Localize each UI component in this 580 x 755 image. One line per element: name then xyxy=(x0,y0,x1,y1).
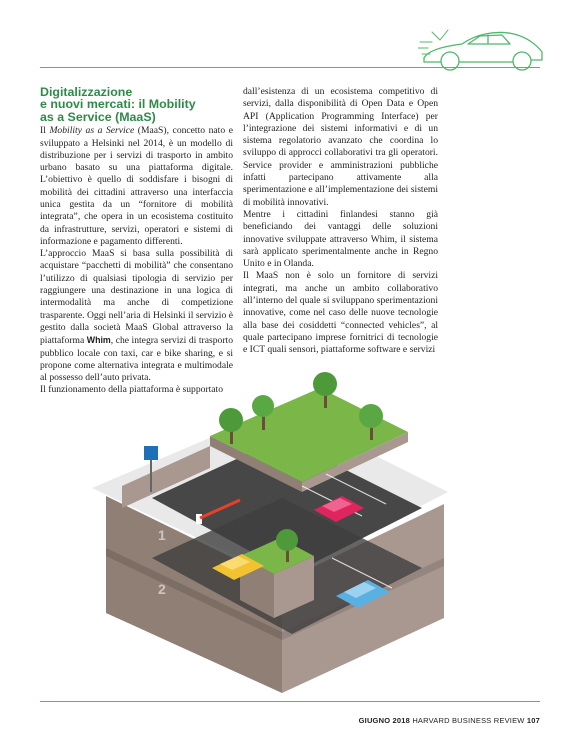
level-label: 1 xyxy=(158,527,166,543)
text-run: (MaaS), concetto nato e sviluppato a Helsinki nel 2014, è un modello di distribuzione per i servizi di trasporto in ambito urbano basato su una piattaforma digitale. L’obiettivo è quello di soddisfare i bisogni di mobilità dei cittadini attraverso una interfaccia unica gestita da un “fornitore di mobilità integrata”, che opera in un ecosistema costituito da infrastrutture, servizi, operatori e sistemi di informazione e pagamento differenti. xyxy=(40,125,233,247)
text-run: L’approccio MaaS si basa sulla possibilità di acquistare “pacchetti di mobilità” che consentano l’utilizzo di qualsiasi tipologia di servizio per raggiungere una destinazione in una logica di intermodalità ma anche di competizione trasparente. Oggi nell’aria di Helsinki il servizio è gestito dalla società MaaS Global attraverso la piattaforma xyxy=(40,248,233,347)
paragraph xyxy=(40,125,233,248)
article-column-right xyxy=(243,86,438,357)
bold-term: Whim xyxy=(86,335,111,346)
paragraph: Il MaaS non è solo un fornitore di servizi integrati, ma anche un ambito collaborativo all’interno del quale si sviluppano sperimentazioni innovative, come nel caso delle nuove tecnologie alla base dei cosiddetti “connected vehicles”, al quale partecipano imprese fornitrici di tecnologie e ICT quali sensori, piattaforme software e servizi xyxy=(243,270,438,356)
paragraph: Il funzionamento della piattaforma è supportato xyxy=(40,384,224,396)
footer-date: GIUGNO 2018 xyxy=(358,716,411,725)
sports-car-outline-icon xyxy=(418,20,548,75)
level-label: 2 xyxy=(158,581,166,597)
heading-line: Digitalizzazione xyxy=(40,85,133,99)
article-column-left xyxy=(40,86,233,397)
article-heading xyxy=(40,86,233,123)
italic-term: Mobility as a Service xyxy=(49,125,135,137)
page-footer xyxy=(359,716,540,725)
heading-line: as a Service (MaaS) xyxy=(40,109,156,124)
footer-magazine: HARVARD BUSINESS REVIEW xyxy=(412,716,525,725)
heading-line: e nuovi mercati: il Mobility xyxy=(40,97,196,112)
paragraph: Mentre i cittadini finlandesi stanno già beneficiando dei vantaggi delle soluzioni innovative sviluppate attraverso Whim, il sistema sarà applicato sperimentalmente anche in Regno Unito e in Olanda. xyxy=(243,208,438,270)
page-number: 107 xyxy=(526,716,540,725)
paragraph xyxy=(40,248,233,384)
text-run: , che integra servizi di trasporto pubblico locale con taxi, car e bike sharing, e si propone come alternativa integrata e multimodale al possesso dell’auto privata. xyxy=(40,335,233,384)
text-run: Il xyxy=(40,125,50,137)
bottom-rule xyxy=(40,701,540,702)
paragraph: dall’esistenza di un ecosistema competitivo di servizi, dalla disponibilità di Open Data e Open API (Application Programming Interface) per l’integrazione dei sistemi informativi e di un sistema regolatorio avanzato che coordina lo sviluppo di approcci collaborativi tra gli operatori. Service provider e amministrazioni pubbliche infatti partecipano attivamente alla sperimentazione e all’implementazione dei sistemi di mobilità innovativi. xyxy=(243,86,438,208)
isometric-parking-garage-illustration xyxy=(92,368,448,693)
